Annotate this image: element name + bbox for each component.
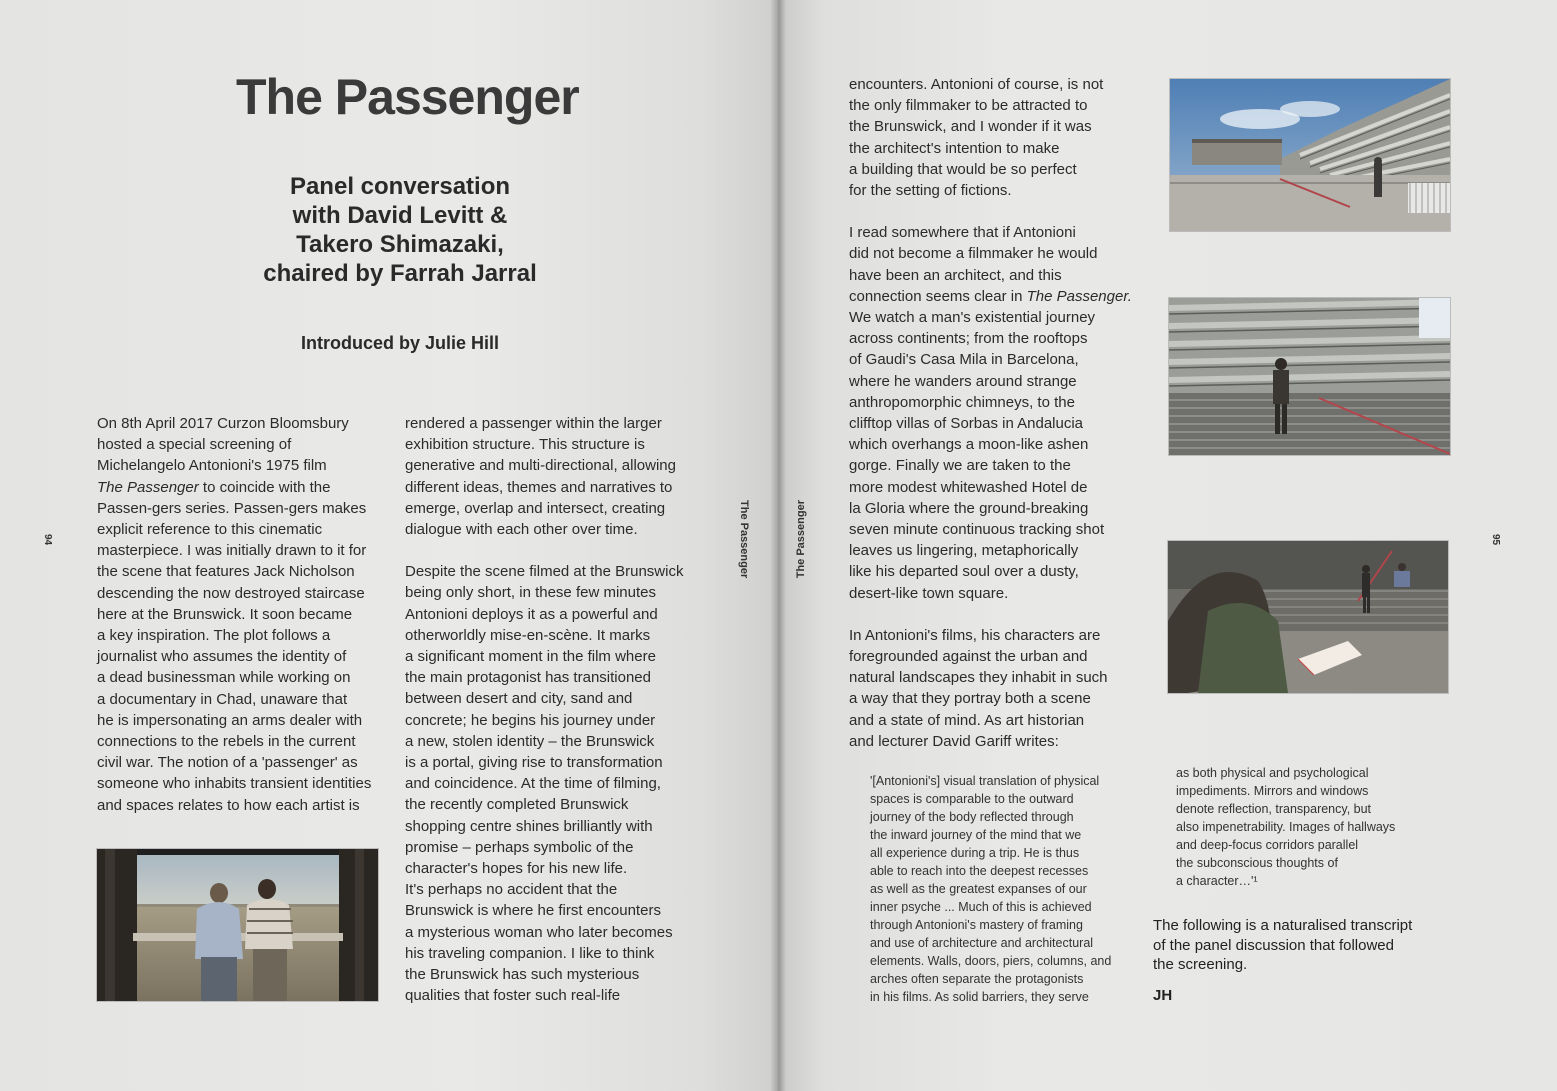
text-line: the Brunswick has such mysterious <box>405 966 640 984</box>
text-line: anthropomorphic chimneys, to the <box>849 393 1075 411</box>
block-quote-part-2 <box>1176 764 1436 890</box>
text-line: across continents; from the rooftops <box>849 330 1088 348</box>
text-line: the scene that features Jack Nicholson <box>97 563 355 581</box>
text-line: otherworldly mise-en-scène. It marks <box>405 626 651 644</box>
text-line: clifftop villas of Sorbas in Andalucia <box>849 415 1084 433</box>
text-line: between desert and city, sand and <box>405 690 633 708</box>
film-still-staircase <box>1168 297 1451 456</box>
subtitle-line: Takero Shimazaki, <box>296 231 504 258</box>
text-line: On 8th April 2017 Curzon Bloomsbury <box>97 415 349 432</box>
subtitle <box>200 172 600 288</box>
text-line: journalist who assumes the identity of <box>97 648 347 666</box>
text-line: his traveling companion. I like to think <box>405 944 655 962</box>
text-line: like his departed soul over a dusty, <box>849 563 1079 581</box>
text-line: desert-like town square. <box>849 584 1009 602</box>
text-line: a dead businessman while working on <box>97 669 351 687</box>
text-line: more modest whitewashed Hotel de <box>849 478 1088 496</box>
text-line: here at the Brunswick. It soon became <box>97 605 353 623</box>
quote-line: denote reflection, transparency, but <box>1176 802 1372 816</box>
text-fragment: connection seems clear in <box>849 287 1027 305</box>
text-line: of Gaudi's Casa Mila in Barcelona, <box>849 351 1079 369</box>
text-line: a significant moment in the film where <box>405 648 656 666</box>
quote-line: spaces is comparable to the outward <box>870 792 1074 806</box>
quote-line: arches often separate the protagonists <box>870 972 1084 986</box>
text-line: natural landscapes they inhabit in such <box>849 669 1108 687</box>
text-line: leaves us lingering, metaphorically <box>849 542 1079 560</box>
subtitle-line: chaired by Farrah Jarral <box>263 260 537 287</box>
text-line: did not become a filmmaker he would <box>849 245 1098 263</box>
text-line <box>849 286 1149 307</box>
text-line: hosted a special screening of <box>97 436 292 454</box>
book-gutter <box>770 0 786 1091</box>
text-line: descending the now destroyed staircase <box>97 584 365 602</box>
body-column-2 <box>405 413 715 1006</box>
film-still-brunswick-terraces <box>1169 78 1451 232</box>
text-line: for the setting of fictions. <box>849 182 1012 200</box>
text-line: qualities that foster such real-life <box>405 987 621 1005</box>
quote-line: and use of architecture and architectural <box>870 936 1094 950</box>
text-line: which overhangs a moon-like ashen <box>849 436 1089 454</box>
text-line: a mysterious woman who later becomes <box>405 923 673 941</box>
text-line: of the panel discussion that followed <box>1153 936 1394 954</box>
paragraph <box>849 222 1149 604</box>
text-line: emerge, overlap and intersect, creating <box>405 499 666 517</box>
page-number: 95 <box>1490 534 1501 546</box>
text-line: We watch a man's existential journey <box>849 309 1096 327</box>
quote-line: elements. Walls, doors, piers, columns, and <box>870 954 1112 968</box>
text-line: Michelangelo Antonioni's 1975 film <box>97 457 327 475</box>
quote-line: as well as the greatest expanses of our <box>870 882 1087 896</box>
text-line: In Antonioni's films, his characters are <box>849 626 1101 644</box>
text-line: Brunswick is where he first encounters <box>405 902 661 920</box>
quote-line: '[Antonioni's] visual translation of physical <box>870 774 1100 788</box>
text-line: character's hopes for his new life. <box>405 860 628 878</box>
film-still-woman-reading <box>1167 540 1449 694</box>
quote-line: all experience during a trip. He is thus <box>870 846 1080 860</box>
text-line: and lecturer David Gariff writes: <box>849 732 1059 750</box>
text-line: and a state of mind. As art historian <box>849 711 1085 729</box>
quote-line: journey of the body reflected through <box>870 810 1074 824</box>
intro-credit: Introduced by Julie Hill <box>300 333 500 353</box>
film-title: The Passenger <box>97 478 199 496</box>
text-line: explicit reference to this cinematic <box>97 521 323 539</box>
quote-line: a character…'¹ <box>1176 874 1258 888</box>
subtitle-line: with David Levitt & <box>292 202 508 229</box>
text-line: different ideas, themes and narratives to <box>405 478 673 496</box>
text-line: being only short, in these few minutes <box>405 584 656 602</box>
text-line: a key inspiration. The plot follows a <box>97 627 331 645</box>
text-line: Despite the scene filmed at the Brunswick <box>405 563 684 581</box>
film-still-woman-reading-image <box>1168 541 1448 693</box>
text-line: a documentary in Chad, unaware that <box>97 690 348 708</box>
film-still-window <box>96 848 379 1002</box>
text-line: The following is a naturalised transcript <box>1153 917 1413 934</box>
text-line: he is impersonating an arms dealer with <box>97 711 363 729</box>
left-page <box>0 0 778 1091</box>
subtitle-line: Panel conversation <box>289 173 511 200</box>
text-line: a way that they portray both a scene <box>849 690 1091 708</box>
text-line: and coincidence. At the time of filming, <box>405 775 661 793</box>
body-column-right <box>849 74 1149 752</box>
quote-line: able to reach into the deepest recesses <box>870 864 1089 878</box>
body-column-1 <box>97 413 397 816</box>
quote-line: and deep-focus corridors parallel <box>1176 838 1359 852</box>
text-line: someone who inhabits transient identities <box>97 775 372 793</box>
text-line: the Brunswick, and I wonder if it was <box>849 118 1092 136</box>
closing-paragraph <box>1153 916 1453 975</box>
film-still-brunswick-terraces-image <box>1170 79 1450 231</box>
right-page <box>778 0 1557 1091</box>
text-line: where he wanders around strange <box>849 372 1077 390</box>
text-line: seven minute continuous tracking shot <box>849 521 1105 539</box>
paragraph <box>849 74 1149 201</box>
text-line: Passen-gers series. Passen-gers makes <box>97 499 367 517</box>
film-title: The Passenger. <box>1026 287 1132 305</box>
text-line: connections to the rebels in the current <box>97 733 356 751</box>
text-line: encounters. Antonioni of course, is not <box>849 76 1104 93</box>
text-line: I read somewhere that if Antonioni <box>849 224 1076 242</box>
text-line: is a portal, giving rise to transformation <box>405 754 663 772</box>
text-line: promise – perhaps symbolic of the <box>405 838 634 856</box>
running-head: The Passenger <box>795 500 807 579</box>
text-line: generative and multi-directional, allowing <box>405 457 676 475</box>
paragraph <box>405 561 715 1006</box>
page-title: The Passenger <box>236 69 579 125</box>
paragraph <box>849 625 1149 752</box>
film-still-staircase-image <box>1169 298 1450 455</box>
text-line: a new, stolen identity – the Brunswick <box>405 732 655 750</box>
text-line: exhibition structure. This structure is <box>405 436 645 454</box>
text-line: civil war. The notion of a 'passenger' as <box>97 754 358 772</box>
page-number: 94 <box>42 534 53 546</box>
text-line: have been an architect, and this <box>849 266 1062 284</box>
quote-line: in his films. As solid barriers, they serve <box>870 990 1089 1004</box>
paragraph <box>405 413 715 540</box>
text-line: gorge. Finally we are taken to the <box>849 457 1071 475</box>
text-line: the architect's intention to make <box>849 139 1060 157</box>
quote-line: also impenetrability. Images of hallways <box>1176 820 1396 834</box>
text-line: a building that would be so perfect <box>849 160 1077 178</box>
running-head: The Passenger <box>738 500 750 579</box>
text-line: dialogue with each other over time. <box>405 521 638 539</box>
text-line: masterpiece. I was initially drawn to it for <box>97 542 367 560</box>
text-line: the recently completed Brunswick <box>405 796 629 814</box>
text-line: foregrounded against the urban and <box>849 648 1088 666</box>
film-still-window-image <box>97 849 378 1001</box>
text-line: It's perhaps no accident that the <box>405 881 618 899</box>
quote-line: through Antonioni's mastery of framing <box>870 918 1083 932</box>
quote-line: the inward journey of the mind that we <box>870 828 1082 842</box>
author-initials: JH <box>1153 987 1173 1004</box>
text-line: the screening. <box>1153 956 1248 973</box>
text-line: shopping centre shines brilliantly with <box>405 817 653 835</box>
text-line: and spaces relates to how each artist is <box>97 796 360 814</box>
block-quote-part-1 <box>870 772 1140 1006</box>
text-line: concrete; he begins his journey under <box>405 711 656 729</box>
text-line <box>97 477 397 498</box>
text-fragment: to coincide with the <box>198 478 331 496</box>
text-line: the only filmmaker to be attracted to <box>849 97 1088 115</box>
text-line: rendered a passenger within the larger <box>405 415 662 432</box>
quote-line: as both physical and psychological <box>1176 766 1369 780</box>
text-line: la Gloria where the ground-breaking <box>849 499 1089 517</box>
quote-line: inner psyche ... Much of this is achieved <box>870 900 1092 914</box>
text-line: Antonioni deploys it as a powerful and <box>405 605 658 623</box>
quote-line: the subconscious thoughts of <box>1176 856 1338 870</box>
quote-line: impediments. Mirrors and windows <box>1176 784 1369 798</box>
text-line: the main protagonist has transitioned <box>405 669 651 687</box>
